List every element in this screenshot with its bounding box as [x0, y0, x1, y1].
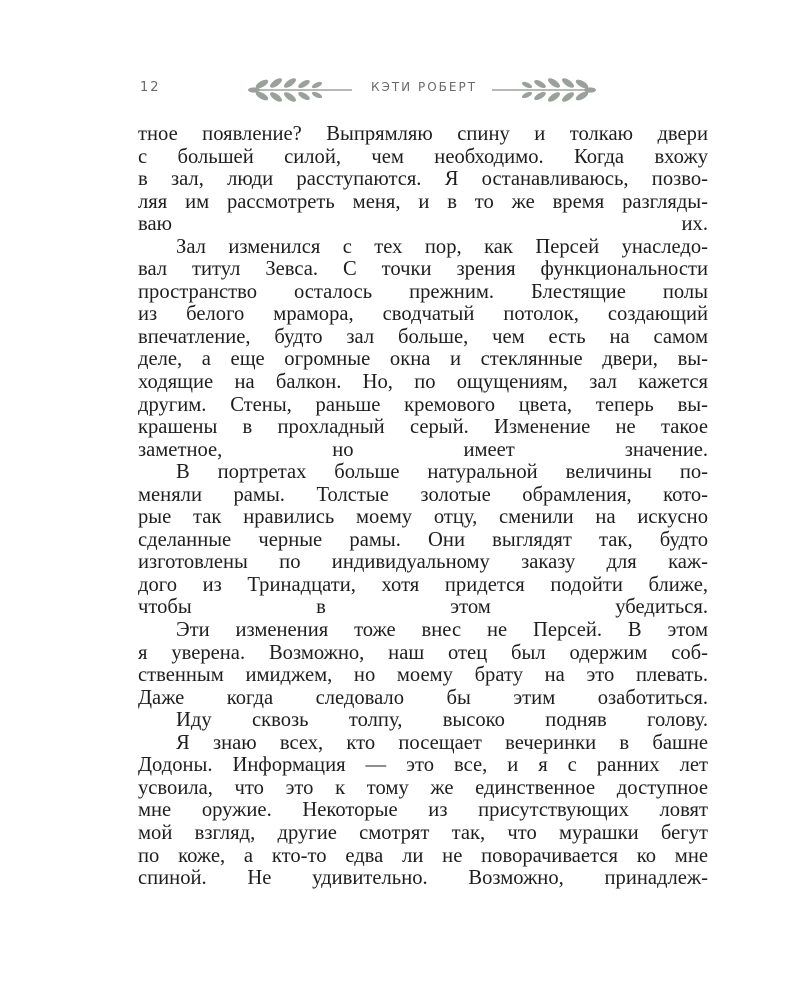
running-head — [0, 72, 800, 112]
text-line: я уверена. Возможно, наш отец был одержим соб- — [138, 641, 708, 664]
text-line: Зал изменился с тех пор, как Персей унаследо- — [176, 235, 708, 258]
text-line: спиной. Не удивительно. Возможно, принадлеж- — [138, 867, 708, 890]
text-line: впечатление, будто зал больше, чем есть на самом — [138, 325, 708, 348]
paragraph — [138, 709, 708, 732]
text-line: Додоны. Информация — это все, и я с ранних лет — [138, 754, 708, 777]
text-line: ходящие на балкон. Но, по ощущениям, зал кажется — [138, 371, 708, 394]
page-number: 12 — [140, 80, 161, 95]
text-line: ственным имиджем, но моему брату на это плевать. — [138, 664, 708, 687]
laurel-branch-icon — [248, 72, 354, 106]
text-line: мой взгляд, другие смотрят так, что мурашки бегут — [138, 821, 708, 844]
text-line: по коже, а кто-то едва ли не поворачивается ко мне — [138, 844, 708, 867]
text-line: усвоила, что это к тому же единственное доступное — [138, 776, 708, 799]
text-line: меняли рамы. Толстые золотые обрамления, кото- — [138, 483, 708, 506]
text-line: Я знаю всех, кто посещает вечеринки в башне — [176, 731, 708, 754]
paragraph — [138, 236, 708, 461]
text-line: в зал, люди расступаются. Я останавливаюсь, позво- — [138, 168, 708, 191]
text-line: с большей силой, чем необходимо. Когда вхожу — [138, 145, 708, 168]
text-line: Даже когда следовало бы этим озаботиться. — [138, 686, 708, 709]
text-line: ваю их. — [138, 213, 708, 236]
text-line: изготовлены по индивидуальному заказу для каж- — [138, 551, 708, 574]
text-line: ляя им рассмотреть меня, и в то же время разгляды- — [138, 190, 708, 213]
laurel-branch-icon — [490, 72, 596, 106]
text-line: деле, а еще огромные окна и стеклянные двери, вы- — [138, 348, 708, 371]
paragraph — [138, 732, 708, 890]
paragraph — [138, 123, 708, 236]
text-line: заметное, но имеет значение. — [138, 438, 708, 461]
text-line: рые так нравились моему отцу, сменили на искусно — [138, 506, 708, 529]
text-line: Эти изменения тоже внес не Персей. В этом — [176, 619, 708, 642]
text-line: вал титул Зевса. С точки зрения функциональности — [138, 258, 708, 281]
text-line: мне оружие. Некоторые из присутствующих ловят — [138, 799, 708, 822]
text-line: крашены в прохладный серый. Изменение не такое — [138, 416, 708, 439]
text-line: В портретах больше натуральной величины по- — [176, 461, 708, 484]
paragraph — [138, 461, 708, 619]
text-line: сделанные черные рамы. Они выглядят так, будто — [138, 528, 708, 551]
running-head-author: КЭТИ РОБЕРТ — [370, 80, 478, 94]
text-line: тное появление? Выпрямляю спину и толкаю двери — [138, 123, 708, 145]
text-line: из белого мрамора, сводчатый потолок, создающий — [138, 303, 708, 326]
body-text — [138, 123, 708, 890]
text-line: Иду сквозь толпу, высоко подняв голову. — [176, 709, 708, 732]
text-line: пространство осталось прежним. Блестящие полы — [138, 280, 708, 303]
text-line: чтобы в этом убедиться. — [138, 596, 708, 619]
paragraph — [138, 619, 708, 709]
text-line: другим. Стены, раньше кремового цвета, теперь вы- — [138, 393, 708, 416]
text-line: дого из Тринадцати, хотя придется подойти ближе, — [138, 573, 708, 596]
